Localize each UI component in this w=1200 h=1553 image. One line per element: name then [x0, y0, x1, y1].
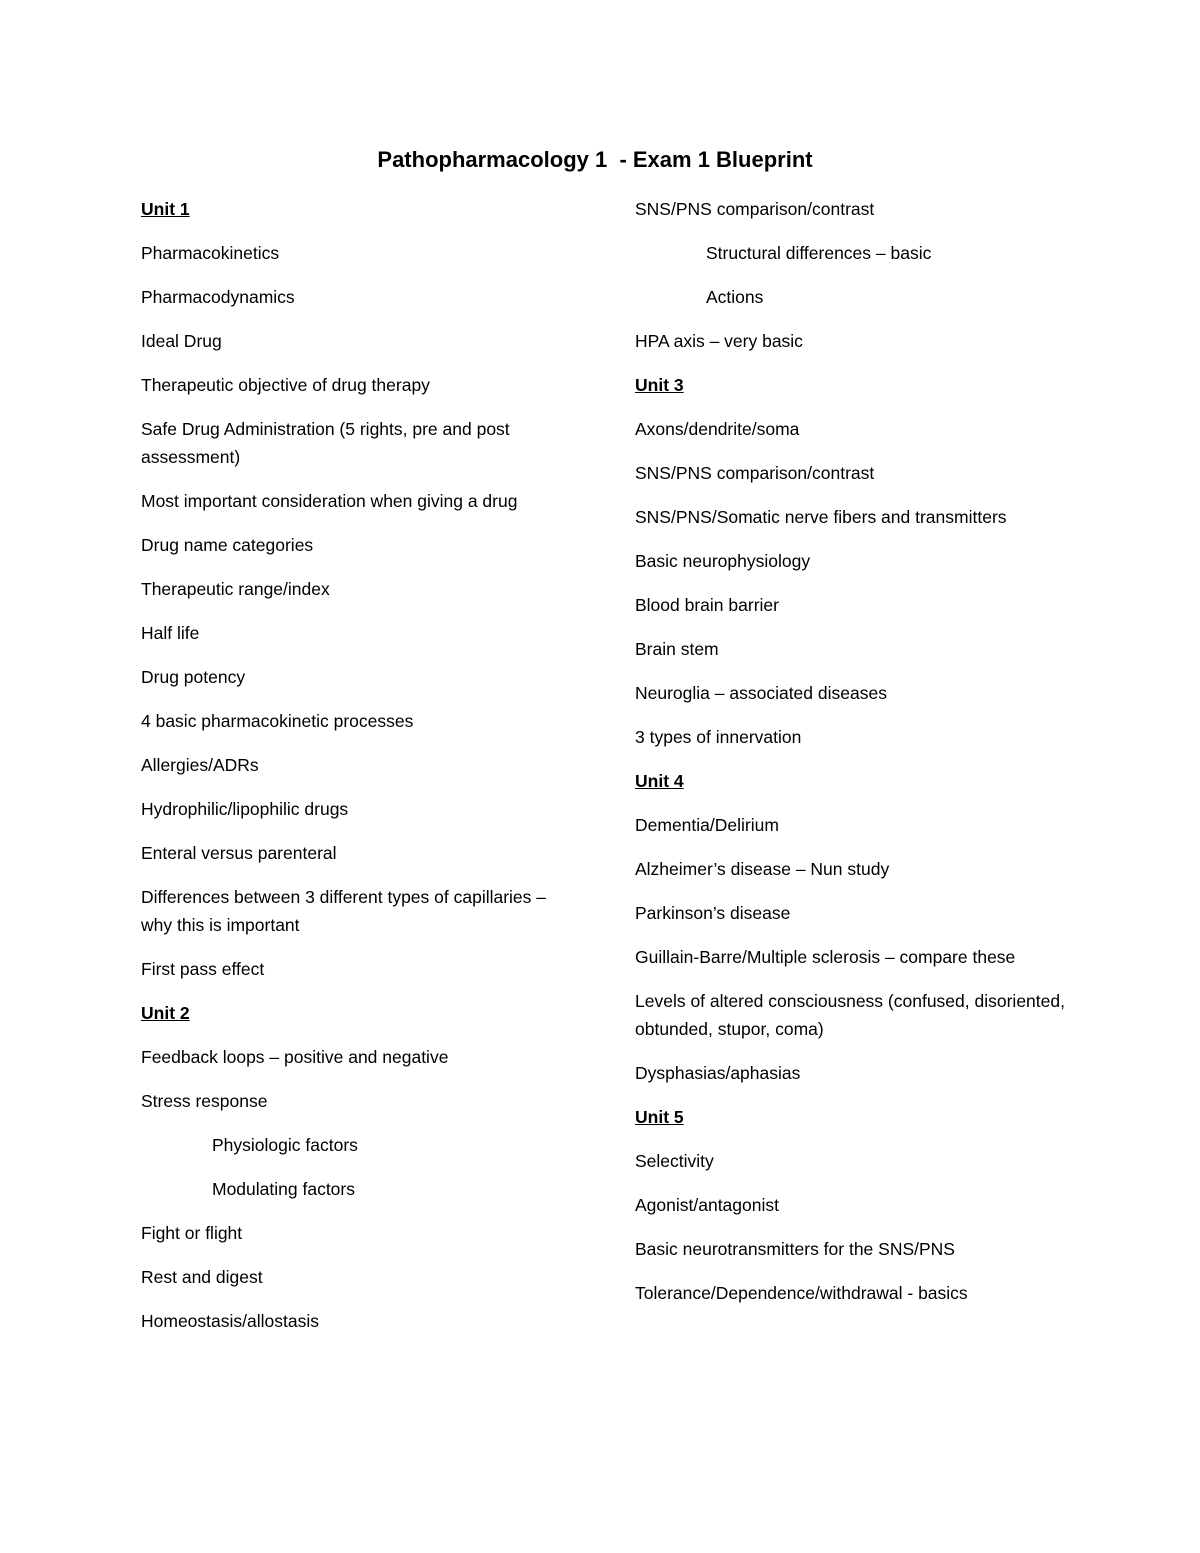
topic-item: Dysphasias/aphasias [635, 1063, 801, 1083]
unit-heading: Unit 2 [141, 1003, 190, 1023]
topic-item: SNS/PNS comparison/contrast [635, 199, 875, 219]
topic-item: Basic neurotransmitters for the SNS/PNS [635, 1239, 955, 1259]
topic-item: Rest and digest [141, 1267, 263, 1287]
unit-heading: Unit 5 [635, 1107, 684, 1127]
topic-item: Allergies/ADRs [141, 755, 259, 775]
sub-topic-item: Actions [706, 287, 764, 307]
right-column [635, 195, 1065, 1323]
topic-item: Half life [141, 623, 200, 643]
unit-heading: Unit 3 [635, 375, 684, 395]
topic-item: Agonist/antagonist [635, 1195, 779, 1215]
topic-item: Most important consideration when giving a drug [141, 491, 518, 511]
unit-heading: Unit 1 [141, 199, 190, 219]
topic-item: Hydrophilic/lipophilic drugs [141, 799, 349, 819]
unit-heading: Unit 4 [635, 771, 684, 791]
topic-item: Drug potency [141, 667, 246, 687]
topic-item: SNS/PNS/Somatic nerve fibers and transmitters [635, 507, 1007, 527]
topic-item: Blood brain barrier [635, 595, 779, 615]
topic-item: Feedback loops – positive and negative [141, 1047, 449, 1067]
topic-item: Differences between 3 different types of capillaries – why this is important [141, 887, 547, 935]
topic-item: Therapeutic objective of drug therapy [141, 375, 430, 395]
topic-item: Drug name categories [141, 535, 314, 555]
topic-item: Dementia/Delirium [635, 815, 779, 835]
topic-item: Neuroglia – associated diseases [635, 683, 887, 703]
topic-item: Tolerance/Dependence/withdrawal - basics [635, 1283, 968, 1303]
topic-item: Enteral versus parenteral [141, 843, 337, 863]
topic-item: Basic neurophysiology [635, 551, 811, 571]
sub-topic-item: Structural differences – basic [706, 243, 932, 263]
topic-item: Levels of altered consciousness (confused, disoriented, obtunded, stupor, coma) [635, 991, 1065, 1039]
topic-item: Stress response [141, 1091, 268, 1111]
topic-item: Alzheimer’s disease – Nun study [635, 859, 890, 879]
topic-item: Homeostasis/allostasis [141, 1311, 319, 1331]
topic-item: Safe Drug Administration (5 rights, pre and post assessment) [141, 419, 510, 467]
topic-item: HPA axis – very basic [635, 331, 803, 351]
topic-item: Brain stem [635, 639, 719, 659]
sub-topic-item: Physiologic factors [212, 1135, 358, 1155]
left-column [141, 195, 581, 1351]
topic-item: SNS/PNS comparison/contrast [635, 463, 875, 483]
topic-item: Pharmacokinetics [141, 243, 280, 263]
topic-item: Ideal Drug [141, 331, 222, 351]
topic-item: Guillain-Barre/Multiple sclerosis – compare these [635, 947, 1016, 967]
topic-item: Selectivity [635, 1151, 714, 1171]
topic-item: Axons/dendrite/soma [635, 419, 800, 439]
topic-item: 4 basic pharmacokinetic processes [141, 711, 414, 731]
topic-item: Therapeutic range/index [141, 579, 330, 599]
sub-topic-item: Modulating factors [212, 1179, 355, 1199]
topic-item: Parkinson’s disease [635, 903, 791, 923]
topic-item: Pharmacodynamics [141, 287, 295, 307]
topic-item: Fight or flight [141, 1223, 243, 1243]
page-title: Pathopharmacology 1 - Exam 1 Blueprint [377, 147, 813, 172]
topic-item: 3 types of innervation [635, 727, 802, 747]
topic-item: First pass effect [141, 959, 265, 979]
